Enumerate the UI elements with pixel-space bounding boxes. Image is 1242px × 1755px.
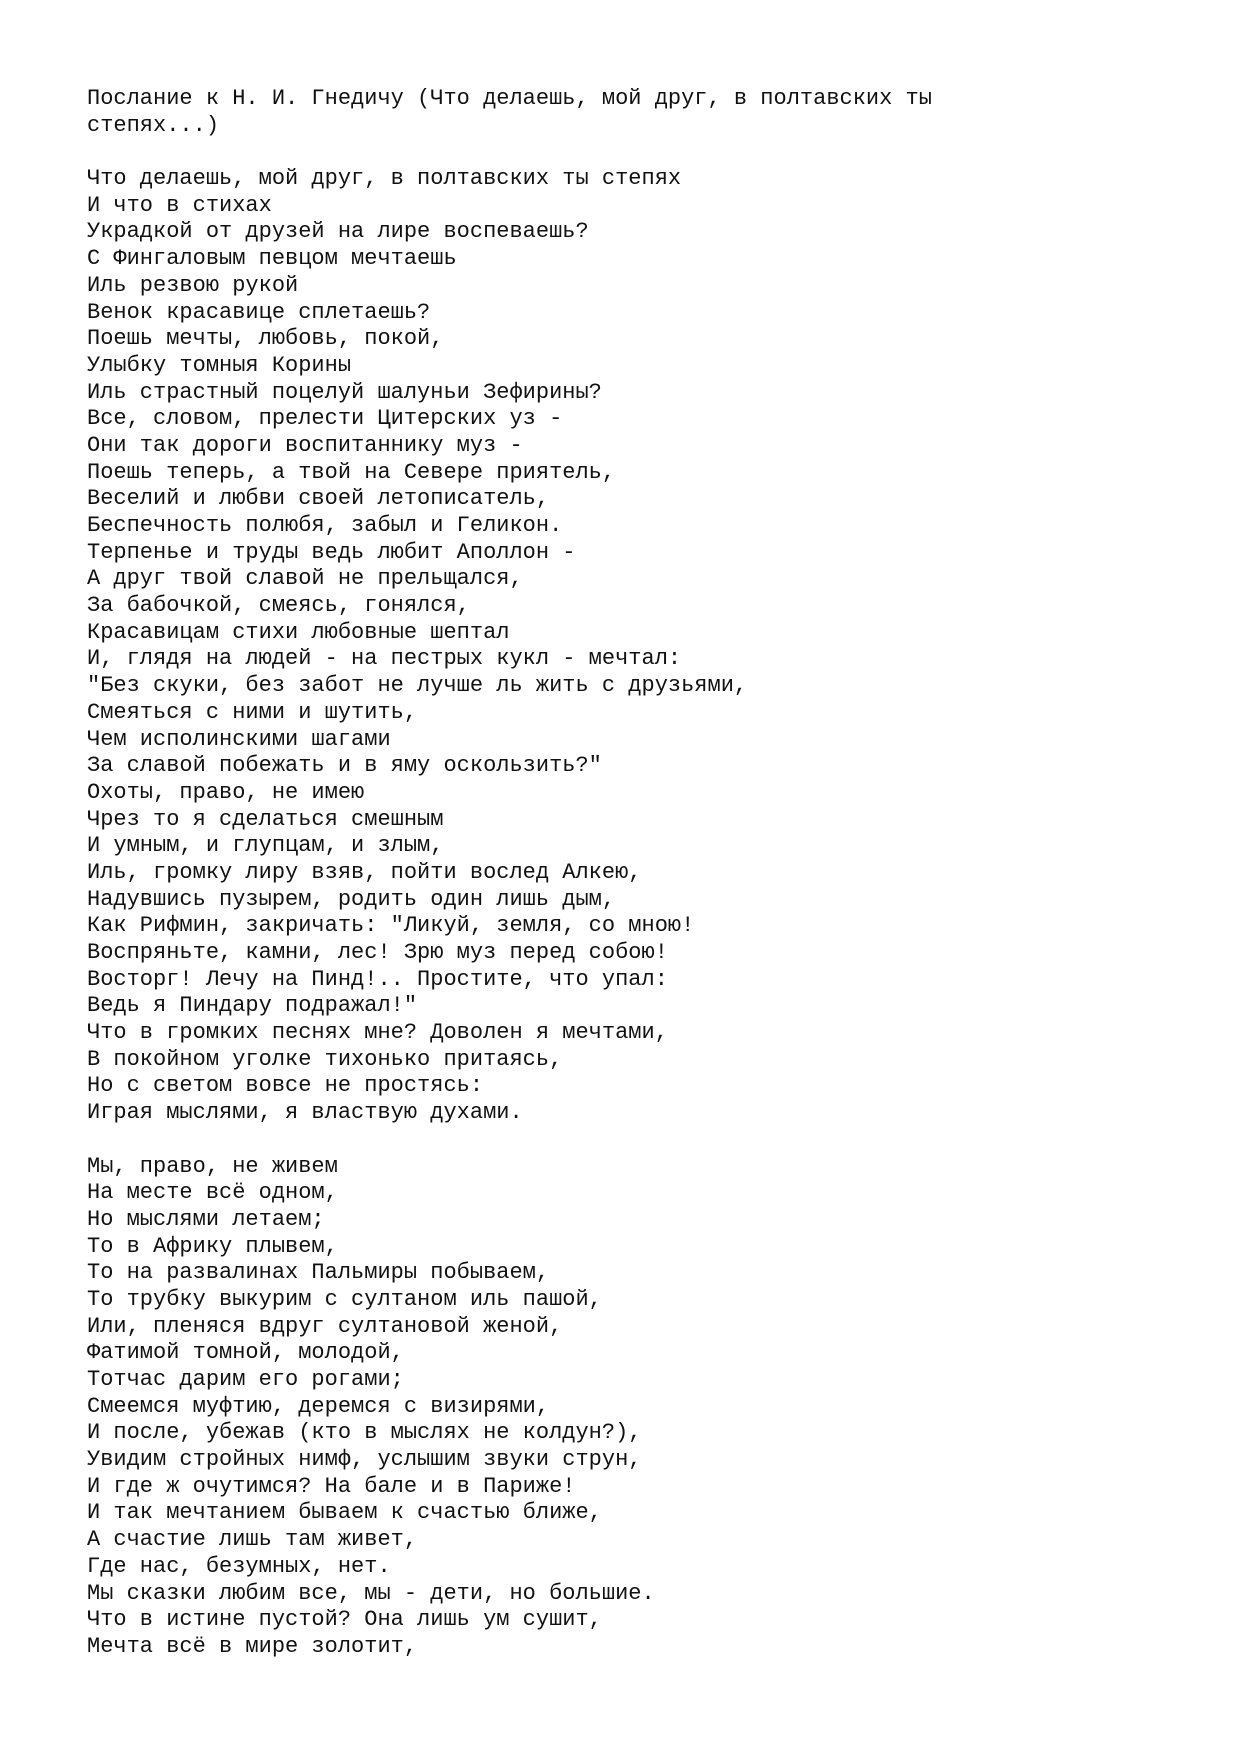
poem-line: Где нас, безумных, нет. bbox=[87, 1553, 391, 1579]
poem-line: Красавицам стихи любовные шептал bbox=[87, 619, 510, 645]
poem-line: Надувшись пузырем, родить один лишь дым, bbox=[87, 886, 616, 912]
poem-line: То на развалинах Пальмиры побываем, bbox=[87, 1260, 550, 1286]
poem-line: Тотчас дарим его рогами; bbox=[87, 1367, 404, 1392]
poem-line: А счастие лишь там живет, bbox=[87, 1527, 418, 1553]
poem-line: Смеемся муфтию, деремся с визирями, bbox=[87, 1393, 550, 1419]
poem-line: Поешь мечты, любовь, покой, bbox=[87, 326, 444, 352]
poem-line: Или, пленяся вдруг султановой женой, bbox=[87, 1313, 563, 1339]
document-title bbox=[87, 86, 1187, 139]
poem-line: Что в громких песнях мне? Доволен я мечтами, bbox=[87, 1020, 668, 1046]
poem-line: Воспряньте, камни, лес! Зрю муз перед собою! bbox=[87, 940, 668, 965]
poem-line: То трубку выкурим с султаном иль пашой, bbox=[87, 1286, 602, 1312]
poem-line: Фатимой томной, молодой, bbox=[87, 1340, 404, 1366]
poem-line: Все, словом, прелести Цитерских уз - bbox=[87, 406, 563, 432]
poem-line: Иль страстный поцелуй шалуньи Зефирины? bbox=[87, 379, 602, 405]
poem-line: За славой побежать и в яму оскользить?" bbox=[87, 753, 602, 779]
poem-line: В покойном уголке тихонько притаясь, bbox=[87, 1046, 563, 1072]
poem-line: Терпенье и труды ведь любит Аполлон - bbox=[87, 539, 576, 565]
poem-line: Мы, право, не живем bbox=[87, 1153, 338, 1179]
poem-line: Увидим стройных нимф, услышим звуки струн, bbox=[87, 1447, 642, 1473]
poem-line: И что в стихах bbox=[87, 192, 272, 218]
poem-line: Как Рифмин, закричать: "Ликуй, земля, со мною! bbox=[87, 913, 695, 939]
poem-line: Что делаешь, мой друг, в полтавских ты степях bbox=[87, 166, 682, 192]
poem-line: За бабочкой, смеясь, гонялся, bbox=[87, 593, 470, 619]
poem-line: Но мыслями летаем; bbox=[87, 1206, 325, 1232]
poem-line: Смеяться с ними и шутить, bbox=[87, 699, 418, 725]
poem-body bbox=[87, 166, 1187, 1661]
poem-line: Украдкой от друзей на лире воспеваешь? bbox=[87, 219, 589, 245]
poem-line: А друг твой славой не прельщался, bbox=[87, 566, 523, 592]
stanza bbox=[87, 166, 1187, 1127]
poem-line: Ведь я Пиндару подражал!" bbox=[87, 993, 418, 1019]
poem-line: Иль резвою рукой bbox=[87, 272, 299, 298]
poem-line: Чем исполинскими шагами bbox=[87, 726, 391, 752]
stanza bbox=[87, 1154, 1187, 1661]
poem-line: С Фингаловым певцом мечтаешь bbox=[87, 246, 457, 272]
poem-line: И где ж очутимся? На бале и в Париже! bbox=[87, 1473, 576, 1499]
poem-line: Веселий и любви своей летописатель, bbox=[87, 486, 550, 512]
poem-line: Но с светом вовсе не простясь: bbox=[87, 1073, 484, 1099]
poem-line: Улыбку томныя Корины bbox=[87, 352, 352, 378]
poem-line: Мечта всё в мире золотит, bbox=[87, 1633, 418, 1659]
poem-line: Поешь теперь, а твой на Севере приятель, bbox=[87, 459, 616, 485]
poem-line: Охоты, право, не имею bbox=[87, 779, 365, 805]
title-line: Послание к Н. И. Гнедичу (Что делаешь, мой друг, в полтавских ты bbox=[87, 86, 932, 111]
document-page bbox=[87, 86, 1187, 1661]
poem-line: Иль, громку лиру взяв, пойти вослед Алкею, bbox=[87, 859, 642, 885]
poem-line: Венок красавице сплетаешь? bbox=[87, 299, 431, 325]
poem-line: И умным, и глупцам, и злым, bbox=[87, 833, 444, 859]
poem-line: Мы сказки любим все, мы - дети, но большие. bbox=[87, 1580, 655, 1606]
poem-line: И так мечтанием бываем к счастью ближе, bbox=[87, 1500, 602, 1526]
poem-line: Играя мыслями, я властвую духами. bbox=[87, 1100, 523, 1126]
poem-line: Они так дороги воспитаннику муз - bbox=[87, 432, 523, 458]
poem-line: Что в истине пустой? Она лишь ум сушит, bbox=[87, 1607, 602, 1633]
poem-line: И, глядя на людей - на пестрых кукл - мечтал: bbox=[87, 646, 682, 672]
poem-line: То в Африку плывем, bbox=[87, 1233, 338, 1259]
title-line: степях...) bbox=[87, 112, 220, 138]
poem-line: Восторг! Лечу на Пинд!.. Простите, что упал: bbox=[87, 966, 668, 992]
poem-line: И после, убежав (кто в мыслях не колдун?), bbox=[87, 1420, 642, 1446]
poem-line: Беспечность полюбя, забыл и Геликон. bbox=[87, 513, 563, 538]
poem-line: Чрез то я сделаться смешным bbox=[87, 806, 444, 832]
poem-line: На месте всё одном, bbox=[87, 1180, 338, 1206]
poem-line: "Без скуки, без забот не лучше ль жить с друзьями, bbox=[87, 673, 748, 699]
